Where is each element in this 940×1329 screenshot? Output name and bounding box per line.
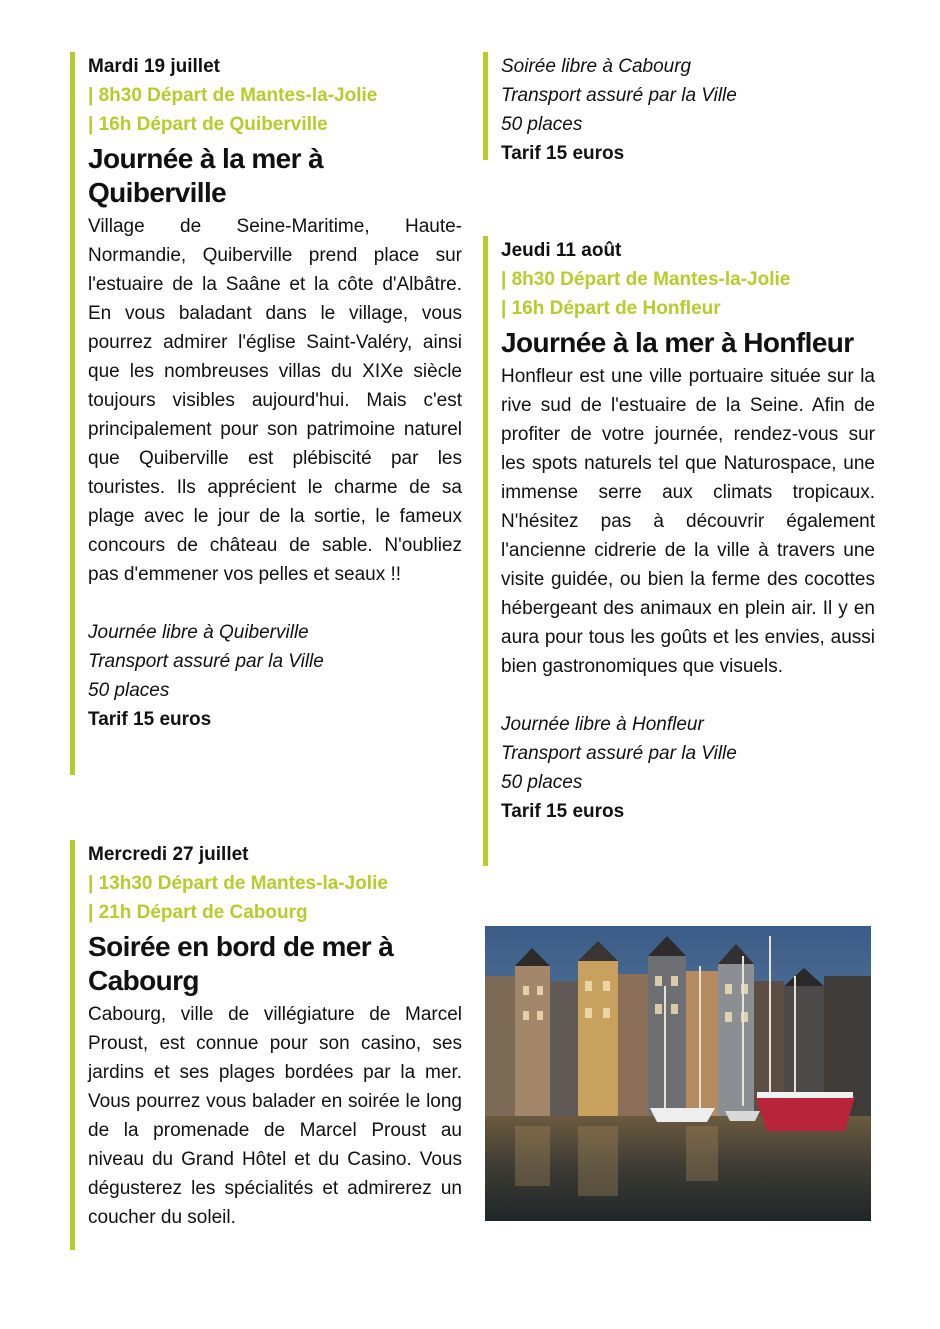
event-description: Village de Seine-Maritime, Haute-Normandie, Quiberville prend place sur l'estuaire de la Saâne et la côte d'Albâtre. En vous baladant dans le village, vous pourrez admirer l'église Saint-Valéry, ainsi que les nombreuses villas du XIXe siècle toujours visibles aujourd'hui. Mais c'est principalement pour son patrimoine naturel que Quiberville est plébiscité par les touristes. Ils apprécient le charme de sa plage avec le jour de la sortie, le fameux concours de château de sable. N'oubliez pas d'emmener vos pelles et seaux !! bbox=[88, 216, 462, 585]
event-cabourg-continued bbox=[483, 52, 875, 164]
event-cabourg bbox=[70, 840, 462, 1250]
event-quiberville bbox=[70, 52, 462, 775]
departure-line: | 8h30 Départ de Mantes-la-Jolie bbox=[88, 85, 378, 106]
event-date: Jeudi 11 août bbox=[501, 240, 622, 261]
event-date: Mercredi 27 juillet bbox=[88, 844, 249, 865]
departure-line: | 13h30 Départ de Mantes-la-Jolie bbox=[88, 873, 388, 894]
info-line: 50 places bbox=[501, 772, 583, 793]
info-line: Transport assuré par la Ville bbox=[501, 85, 737, 106]
title-line: Quiberville bbox=[88, 177, 227, 208]
price: Tarif 15 euros bbox=[88, 709, 212, 730]
event-description: Honfleur est une ville portuaire située sur la rive sud de l'estuaire de la Seine. Afin de profiter de votre journée, rendez-vous sur les spots naturels tel que Naturospace, une immense serre aux climats tropicaux. N'hésitez pas à découvrir également l'ancienne cidrerie de la ville à travers une visite guidée, ou bien la ferme des cocottes hébergeant des animaux en plein air. Il y en aura pour tous les goûts et les envies, aussi bien gastronomiques que visuels. bbox=[501, 366, 875, 677]
info-line: Journée libre à Honfleur bbox=[501, 714, 704, 735]
info-line: Soirée libre à Cabourg bbox=[501, 56, 692, 77]
honfleur-harbour-photo bbox=[485, 926, 871, 1221]
event-description: Cabourg, ville de villégiature de Marcel Proust, est connue pour son casino, ses jardins et ses plages bordées par la mer. Vous pourrez vous balader en soirée le long de la promenade de Marcel Proust au niveau du Grand Hôtel et du Casino. Vous dégusterez les spécialités et admirerez un coucher du soleil. bbox=[88, 1004, 462, 1228]
title-line: Journée à la mer à bbox=[88, 143, 324, 174]
info-line: Transport assuré par la Ville bbox=[501, 743, 737, 764]
event-date: Mardi 19 juillet bbox=[88, 56, 220, 77]
title-line: Soirée en bord de mer à bbox=[88, 931, 394, 962]
event-title bbox=[88, 142, 462, 210]
departure-line: | 8h30 Départ de Mantes-la-Jolie bbox=[501, 269, 791, 290]
title-line: Cabourg bbox=[88, 965, 199, 996]
price: Tarif 15 euros bbox=[501, 143, 625, 164]
info-line: Transport assuré par la Ville bbox=[88, 651, 324, 672]
event-honfleur bbox=[483, 236, 875, 866]
event-title bbox=[501, 326, 875, 360]
info-line: 50 places bbox=[501, 114, 583, 135]
price: Tarif 15 euros bbox=[501, 801, 625, 822]
info-line: 50 places bbox=[88, 680, 170, 701]
event-title bbox=[88, 930, 462, 998]
title-line: Journée à la mer à Honfleur bbox=[501, 327, 854, 358]
departure-line: | 16h Départ de Quiberville bbox=[88, 114, 328, 135]
departure-line: | 21h Départ de Cabourg bbox=[88, 902, 308, 923]
info-line: Journée libre à Quiberville bbox=[88, 622, 309, 643]
departure-line: | 16h Départ de Honfleur bbox=[501, 298, 721, 319]
